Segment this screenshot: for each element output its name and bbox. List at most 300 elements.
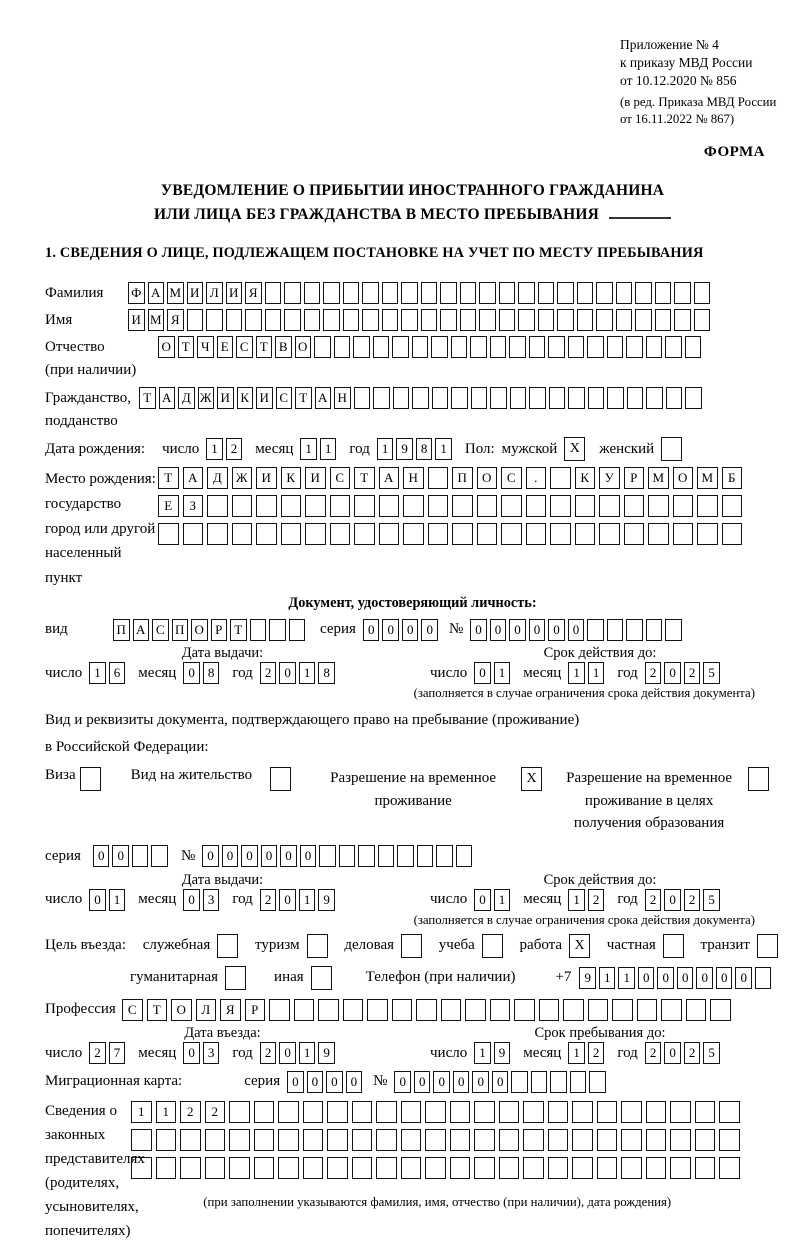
- char-box[interactable]: [187, 309, 204, 331]
- char-box[interactable]: 0: [287, 1071, 304, 1093]
- char-box[interactable]: 0: [394, 1071, 411, 1093]
- char-box[interactable]: Н: [403, 467, 424, 489]
- identity-expiry-month-input[interactable]: [568, 662, 607, 684]
- char-box[interactable]: 1: [109, 889, 126, 911]
- char-box[interactable]: [428, 495, 449, 517]
- char-box[interactable]: [607, 619, 624, 641]
- char-box[interactable]: [376, 1101, 397, 1123]
- char-box[interactable]: 8: [416, 438, 433, 460]
- char-box[interactable]: [624, 495, 645, 517]
- char-box[interactable]: [450, 1157, 471, 1179]
- char-box[interactable]: [362, 282, 379, 304]
- char-box[interactable]: [563, 999, 584, 1021]
- stay-doc-expiry-year-input[interactable]: [645, 889, 723, 911]
- char-box[interactable]: [557, 309, 574, 331]
- char-box[interactable]: [588, 999, 609, 1021]
- char-box[interactable]: [695, 1101, 716, 1123]
- char-box[interactable]: 0: [568, 619, 585, 641]
- char-box[interactable]: [352, 1157, 373, 1179]
- char-box[interactable]: 0: [638, 967, 655, 989]
- char-box[interactable]: [428, 467, 449, 489]
- char-box[interactable]: Н: [334, 387, 351, 409]
- char-box[interactable]: [428, 523, 449, 545]
- char-box[interactable]: [373, 336, 390, 358]
- char-box[interactable]: [637, 999, 658, 1021]
- char-box[interactable]: К: [575, 467, 596, 489]
- char-box[interactable]: [626, 619, 643, 641]
- char-box[interactable]: [635, 309, 652, 331]
- char-box[interactable]: [401, 282, 418, 304]
- char-box[interactable]: А: [315, 387, 332, 409]
- char-box[interactable]: 8: [203, 662, 220, 684]
- char-box[interactable]: 1: [435, 438, 452, 460]
- char-box[interactable]: [694, 282, 711, 304]
- char-box[interactable]: 3: [203, 889, 220, 911]
- char-box[interactable]: [278, 1101, 299, 1123]
- char-box[interactable]: С: [501, 467, 522, 489]
- char-box[interactable]: [403, 495, 424, 517]
- char-box[interactable]: 0: [664, 1042, 681, 1064]
- stay-doc-number-input[interactable]: [202, 845, 475, 867]
- citizenship-input[interactable]: [139, 387, 705, 409]
- char-box[interactable]: 2: [226, 438, 243, 460]
- char-box[interactable]: [358, 845, 375, 867]
- migration-number-input[interactable]: [394, 1071, 609, 1093]
- char-box[interactable]: [646, 1157, 667, 1179]
- char-box[interactable]: Е: [158, 495, 179, 517]
- char-box[interactable]: 1: [568, 662, 585, 684]
- sex-female-checkbox[interactable]: [661, 437, 682, 461]
- char-box[interactable]: [719, 1129, 740, 1151]
- char-box[interactable]: 5: [703, 889, 720, 911]
- char-box[interactable]: [531, 1071, 548, 1093]
- char-box[interactable]: [229, 1129, 250, 1151]
- char-box[interactable]: [207, 523, 228, 545]
- char-box[interactable]: [226, 309, 243, 331]
- char-box[interactable]: 9: [494, 1042, 511, 1064]
- char-box[interactable]: [621, 1101, 642, 1123]
- char-box[interactable]: 2: [684, 662, 701, 684]
- char-box[interactable]: 0: [241, 845, 258, 867]
- char-box[interactable]: [648, 495, 669, 517]
- char-box[interactable]: [281, 495, 302, 517]
- char-box[interactable]: [284, 309, 301, 331]
- char-box[interactable]: [694, 309, 711, 331]
- char-box[interactable]: 2: [645, 1042, 662, 1064]
- char-box[interactable]: [323, 309, 340, 331]
- char-box[interactable]: П: [452, 467, 473, 489]
- char-box[interactable]: [303, 1129, 324, 1151]
- char-box[interactable]: [568, 387, 585, 409]
- char-box[interactable]: [550, 523, 571, 545]
- temp-residence-education-checkbox[interactable]: [748, 767, 769, 791]
- char-box[interactable]: [499, 309, 516, 331]
- char-box[interactable]: И: [187, 282, 204, 304]
- char-box[interactable]: [588, 387, 605, 409]
- char-box[interactable]: [416, 999, 437, 1021]
- char-box[interactable]: 0: [183, 662, 200, 684]
- char-box[interactable]: [523, 1129, 544, 1151]
- char-box[interactable]: 0: [382, 619, 399, 641]
- char-box[interactable]: [330, 495, 351, 517]
- char-box[interactable]: 2: [588, 889, 605, 911]
- char-box[interactable]: О: [673, 467, 694, 489]
- char-box[interactable]: [695, 1157, 716, 1179]
- char-box[interactable]: [499, 1157, 520, 1179]
- char-box[interactable]: 0: [657, 967, 674, 989]
- stay-until-day-input[interactable]: [474, 1042, 513, 1064]
- char-box[interactable]: З: [183, 495, 204, 517]
- stay-until-year-input[interactable]: [645, 1042, 723, 1064]
- char-box[interactable]: [354, 387, 371, 409]
- char-box[interactable]: М: [148, 309, 165, 331]
- char-box[interactable]: [382, 282, 399, 304]
- char-box[interactable]: 0: [664, 889, 681, 911]
- char-box[interactable]: 1: [299, 662, 316, 684]
- char-box[interactable]: 9: [396, 438, 413, 460]
- char-box[interactable]: 1: [206, 438, 223, 460]
- char-box[interactable]: [577, 282, 594, 304]
- char-box[interactable]: [665, 619, 682, 641]
- char-box[interactable]: И: [256, 467, 277, 489]
- char-box[interactable]: 0: [261, 845, 278, 867]
- patronymic-input[interactable]: [158, 336, 704, 358]
- char-box[interactable]: Л: [206, 282, 223, 304]
- char-box[interactable]: [343, 309, 360, 331]
- char-box[interactable]: [501, 495, 522, 517]
- char-box[interactable]: 2: [260, 662, 277, 684]
- char-box[interactable]: [523, 1157, 544, 1179]
- char-box[interactable]: [205, 1129, 226, 1151]
- char-box[interactable]: А: [133, 619, 150, 641]
- residence-permit-checkbox[interactable]: [270, 767, 291, 791]
- char-box[interactable]: С: [276, 387, 293, 409]
- char-box[interactable]: [697, 495, 718, 517]
- char-box[interactable]: [572, 1157, 593, 1179]
- char-box[interactable]: М: [167, 282, 184, 304]
- char-box[interactable]: [412, 387, 429, 409]
- char-box[interactable]: [572, 1101, 593, 1123]
- char-box[interactable]: [354, 523, 375, 545]
- stay-doc-issue-day-input[interactable]: [89, 889, 128, 911]
- char-box[interactable]: [460, 282, 477, 304]
- char-box[interactable]: [432, 387, 449, 409]
- char-box[interactable]: [490, 336, 507, 358]
- char-box[interactable]: [451, 387, 468, 409]
- char-box[interactable]: [626, 336, 643, 358]
- purpose-transit-checkbox[interactable]: [757, 934, 778, 958]
- char-box[interactable]: [421, 282, 438, 304]
- char-box[interactable]: Р: [245, 999, 266, 1021]
- purpose-private-checkbox[interactable]: [663, 934, 684, 958]
- char-box[interactable]: 1: [588, 662, 605, 684]
- char-box[interactable]: С: [122, 999, 143, 1021]
- char-box[interactable]: [474, 1129, 495, 1151]
- char-box[interactable]: [529, 336, 546, 358]
- purpose-business-checkbox[interactable]: [217, 934, 238, 958]
- char-box[interactable]: [284, 282, 301, 304]
- char-box[interactable]: Я: [245, 282, 262, 304]
- char-box[interactable]: О: [171, 999, 192, 1021]
- char-box[interactable]: 0: [363, 619, 380, 641]
- birth-month-input[interactable]: [300, 438, 339, 460]
- char-box[interactable]: [539, 999, 560, 1021]
- char-box[interactable]: [254, 1129, 275, 1151]
- char-box[interactable]: [379, 495, 400, 517]
- char-box[interactable]: 0: [279, 889, 296, 911]
- char-box[interactable]: [722, 495, 743, 517]
- char-box[interactable]: [526, 495, 547, 517]
- char-box[interactable]: [673, 495, 694, 517]
- char-box[interactable]: [596, 282, 613, 304]
- char-box[interactable]: [661, 999, 682, 1021]
- char-box[interactable]: [417, 845, 434, 867]
- char-box[interactable]: [607, 336, 624, 358]
- char-box[interactable]: [352, 1101, 373, 1123]
- char-box[interactable]: [334, 336, 351, 358]
- char-box[interactable]: 0: [470, 619, 487, 641]
- identity-expiry-year-input[interactable]: [645, 662, 723, 684]
- char-box[interactable]: [303, 1101, 324, 1123]
- identity-kind-input[interactable]: [113, 619, 308, 641]
- char-box[interactable]: [670, 1101, 691, 1123]
- char-box[interactable]: 0: [696, 967, 713, 989]
- char-box[interactable]: [158, 523, 179, 545]
- char-box[interactable]: [646, 336, 663, 358]
- char-box[interactable]: П: [172, 619, 189, 641]
- char-box[interactable]: [589, 1071, 606, 1093]
- char-box[interactable]: [646, 1101, 667, 1123]
- char-box[interactable]: [265, 282, 282, 304]
- identity-issue-month-input[interactable]: [183, 662, 222, 684]
- migration-series-input[interactable]: [287, 1071, 365, 1093]
- representatives-input-row3[interactable]: [131, 1157, 744, 1179]
- char-box[interactable]: [425, 1157, 446, 1179]
- char-box[interactable]: [501, 523, 522, 545]
- char-box[interactable]: 1: [320, 438, 337, 460]
- char-box[interactable]: [450, 1101, 471, 1123]
- char-box[interactable]: 0: [89, 889, 106, 911]
- char-box[interactable]: [250, 619, 267, 641]
- char-box[interactable]: 0: [346, 1071, 363, 1093]
- identity-issue-year-input[interactable]: [260, 662, 338, 684]
- char-box[interactable]: 0: [414, 1071, 431, 1093]
- purpose-other-checkbox[interactable]: [311, 966, 332, 990]
- char-box[interactable]: [403, 523, 424, 545]
- char-box[interactable]: [607, 387, 624, 409]
- char-box[interactable]: 0: [735, 967, 752, 989]
- stay-doc-series-input[interactable]: [93, 845, 171, 867]
- char-box[interactable]: К: [237, 387, 254, 409]
- char-box[interactable]: [597, 1101, 618, 1123]
- char-box[interactable]: [278, 1157, 299, 1179]
- char-box[interactable]: [621, 1129, 642, 1151]
- char-box[interactable]: [470, 336, 487, 358]
- char-box[interactable]: 1: [599, 967, 616, 989]
- char-box[interactable]: [229, 1157, 250, 1179]
- char-box[interactable]: М: [697, 467, 718, 489]
- char-box[interactable]: [616, 282, 633, 304]
- char-box[interactable]: 0: [222, 845, 239, 867]
- char-box[interactable]: [393, 387, 410, 409]
- char-box[interactable]: [440, 282, 457, 304]
- char-box[interactable]: М: [648, 467, 669, 489]
- char-box[interactable]: [353, 336, 370, 358]
- char-box[interactable]: [665, 336, 682, 358]
- char-box[interactable]: П: [113, 619, 130, 641]
- char-box[interactable]: [479, 309, 496, 331]
- char-box[interactable]: [685, 336, 702, 358]
- char-box[interactable]: [490, 387, 507, 409]
- char-box[interactable]: 1: [299, 889, 316, 911]
- char-box[interactable]: Ж: [198, 387, 215, 409]
- birthplace-input-row2[interactable]: [158, 495, 746, 517]
- char-box[interactable]: 0: [279, 662, 296, 684]
- char-box[interactable]: [425, 1101, 446, 1123]
- char-box[interactable]: Д: [207, 467, 228, 489]
- char-box[interactable]: 1: [377, 438, 394, 460]
- char-box[interactable]: [465, 999, 486, 1021]
- char-box[interactable]: 2: [260, 889, 277, 911]
- char-box[interactable]: [655, 282, 672, 304]
- char-box[interactable]: И: [256, 387, 273, 409]
- char-box[interactable]: [697, 523, 718, 545]
- char-box[interactable]: И: [305, 467, 326, 489]
- char-box[interactable]: [529, 387, 546, 409]
- char-box[interactable]: [599, 495, 620, 517]
- char-box[interactable]: [378, 845, 395, 867]
- char-box[interactable]: 0: [529, 619, 546, 641]
- char-box[interactable]: [232, 495, 253, 517]
- char-box[interactable]: [245, 309, 262, 331]
- char-box[interactable]: [673, 523, 694, 545]
- char-box[interactable]: А: [183, 467, 204, 489]
- char-box[interactable]: [719, 1157, 740, 1179]
- char-box[interactable]: А: [159, 387, 176, 409]
- visa-checkbox[interactable]: [80, 767, 101, 791]
- char-box[interactable]: [557, 282, 574, 304]
- char-box[interactable]: [550, 495, 571, 517]
- char-box[interactable]: Т: [354, 467, 375, 489]
- char-box[interactable]: [722, 523, 743, 545]
- char-box[interactable]: [655, 309, 672, 331]
- char-box[interactable]: [343, 282, 360, 304]
- stay-doc-issue-year-input[interactable]: [260, 889, 338, 911]
- birth-day-input[interactable]: [206, 438, 245, 460]
- char-box[interactable]: Р: [211, 619, 228, 641]
- char-box[interactable]: 0: [183, 1042, 200, 1064]
- char-box[interactable]: [269, 999, 290, 1021]
- char-box[interactable]: 5: [703, 662, 720, 684]
- char-box[interactable]: 0: [664, 662, 681, 684]
- char-box[interactable]: 6: [109, 662, 126, 684]
- char-box[interactable]: 9: [318, 1042, 335, 1064]
- char-box[interactable]: [510, 387, 527, 409]
- char-box[interactable]: Р: [624, 467, 645, 489]
- char-box[interactable]: [305, 495, 326, 517]
- char-box[interactable]: 0: [433, 1071, 450, 1093]
- phone-input[interactable]: [579, 967, 774, 989]
- char-box[interactable]: [646, 387, 663, 409]
- char-box[interactable]: [648, 523, 669, 545]
- char-box[interactable]: [376, 1129, 397, 1151]
- char-box[interactable]: Т: [158, 467, 179, 489]
- char-box[interactable]: 2: [89, 1042, 106, 1064]
- char-box[interactable]: 1: [299, 1042, 316, 1064]
- birthplace-input-row3[interactable]: [158, 523, 746, 545]
- char-box[interactable]: [330, 523, 351, 545]
- char-box[interactable]: [376, 1157, 397, 1179]
- char-box[interactable]: [373, 387, 390, 409]
- char-box[interactable]: [548, 1157, 569, 1179]
- char-box[interactable]: [254, 1101, 275, 1123]
- char-box[interactable]: [695, 1129, 716, 1151]
- char-box[interactable]: [568, 336, 585, 358]
- surname-input[interactable]: [128, 282, 713, 304]
- char-box[interactable]: Я: [220, 999, 241, 1021]
- char-box[interactable]: 0: [453, 1071, 470, 1093]
- char-box[interactable]: Ч: [197, 336, 214, 358]
- char-box[interactable]: Ф: [128, 282, 145, 304]
- char-box[interactable]: 0: [183, 889, 200, 911]
- char-box[interactable]: 0: [280, 845, 297, 867]
- char-box[interactable]: [686, 999, 707, 1021]
- name-input[interactable]: [128, 309, 713, 331]
- char-box[interactable]: [456, 845, 473, 867]
- char-box[interactable]: 1: [494, 662, 511, 684]
- char-box[interactable]: [180, 1157, 201, 1179]
- char-box[interactable]: [206, 309, 223, 331]
- temp-residence-checkbox[interactable]: X: [521, 767, 542, 791]
- char-box[interactable]: [304, 282, 321, 304]
- char-box[interactable]: О: [295, 336, 312, 358]
- char-box[interactable]: Т: [147, 999, 168, 1021]
- char-box[interactable]: [281, 523, 302, 545]
- char-box[interactable]: 0: [279, 1042, 296, 1064]
- char-box[interactable]: [319, 845, 336, 867]
- char-box[interactable]: 2: [180, 1101, 201, 1123]
- stay-doc-expiry-day-input[interactable]: [474, 889, 513, 911]
- char-box[interactable]: [710, 999, 731, 1021]
- char-box[interactable]: [674, 309, 691, 331]
- char-box[interactable]: [518, 309, 535, 331]
- char-box[interactable]: [538, 282, 555, 304]
- char-box[interactable]: [621, 1157, 642, 1179]
- char-box[interactable]: [599, 523, 620, 545]
- char-box[interactable]: [577, 309, 594, 331]
- char-box[interactable]: 2: [260, 1042, 277, 1064]
- char-box[interactable]: [379, 523, 400, 545]
- char-box[interactable]: 0: [509, 619, 526, 641]
- char-box[interactable]: [256, 495, 277, 517]
- char-box[interactable]: 0: [307, 1071, 324, 1093]
- char-box[interactable]: 0: [112, 845, 129, 867]
- char-box[interactable]: [509, 336, 526, 358]
- char-box[interactable]: [305, 523, 326, 545]
- char-box[interactable]: Т: [295, 387, 312, 409]
- char-box[interactable]: [131, 1157, 152, 1179]
- char-box[interactable]: [367, 999, 388, 1021]
- char-box[interactable]: [256, 523, 277, 545]
- char-box[interactable]: Л: [196, 999, 217, 1021]
- char-box[interactable]: А: [379, 467, 400, 489]
- char-box[interactable]: [323, 282, 340, 304]
- identity-expiry-day-input[interactable]: [474, 662, 513, 684]
- char-box[interactable]: [538, 309, 555, 331]
- char-box[interactable]: [490, 999, 511, 1021]
- char-box[interactable]: О: [477, 467, 498, 489]
- char-box[interactable]: [719, 1101, 740, 1123]
